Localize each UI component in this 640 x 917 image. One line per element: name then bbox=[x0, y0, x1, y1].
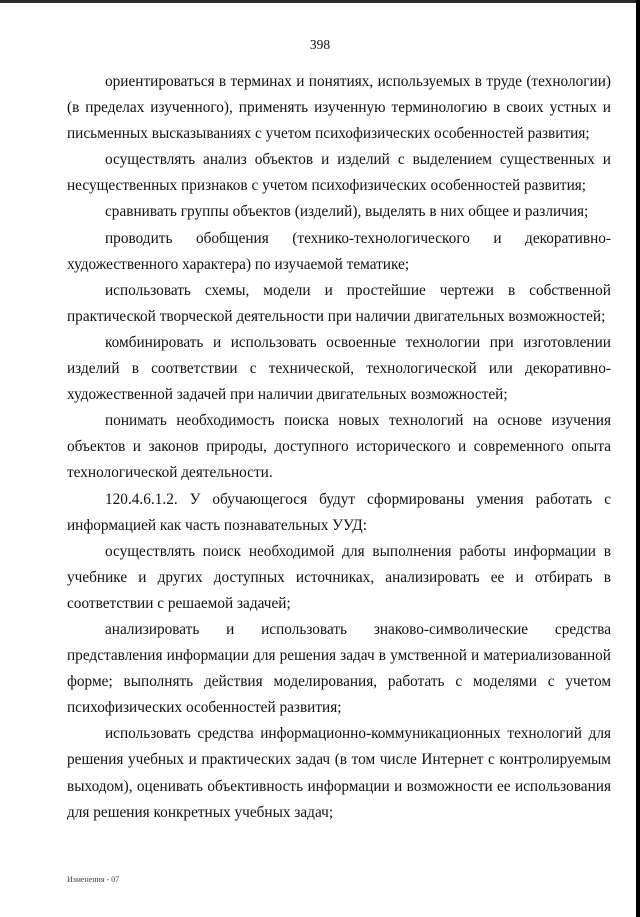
paragraph: комбинировать и использовать освоенные технологии при изготовлении изделий в соответствии с технической, технологической или декоративно-художественной задачей при наличии двигательных возможностей; bbox=[67, 333, 611, 404]
paragraph: сравнивать группы объектов (изделий), выделять в них общее и различия; bbox=[105, 203, 589, 221]
paragraph: использовать средства информационно-коммуникационных технологий для решения учебных и практических задач (в том числе Интернет с контролируемым выходом), оценивать объективность информации и возможности ее использования для решения конкретных учебных задач; bbox=[67, 725, 611, 821]
body-text bbox=[67, 69, 611, 826]
footer-note: Изменения - 07 bbox=[67, 875, 120, 884]
paragraph: осуществлять поиск необходимой для выполнения работы информации в учебнике и других доступных источниках, анализировать ее и отбирать в соответствии с решаемой задачей; bbox=[67, 542, 611, 612]
page-number: 398 bbox=[309, 37, 331, 52]
paragraph: проводить обобщения (технико-технологического и декоративно-художественного характера) по изучаемой тематике; bbox=[67, 229, 611, 273]
paragraph: осуществлять анализ объектов и изделий с выделением существенных и несущественных признаков с учетом психофизических особенностей развития; bbox=[67, 151, 611, 195]
section-heading-paragraph: 120.4.6.1.2. У обучающегося будут сформированы умения работать с информацией как часть познавательных УУД: bbox=[67, 490, 611, 534]
paragraph: ориентироваться в терминах и понятиях, используемых в труде (технологии) (в пределах изученного), применять изученную терминологию в своих устных и письменных высказываниях с учетом психофизических особенностей развития; bbox=[67, 73, 611, 143]
paragraph: понимать необходимость поиска новых технологий на основе изучения объектов и законов природы, доступного исторического и современного опыта технологической деятельности. bbox=[67, 412, 611, 482]
paragraph: анализировать и использовать знаково-символические средства представления информации для решения задач в умственной и материализованной форме; выполнять действия моделирования, работать с моделями с учетом психофизических особенностей развития; bbox=[67, 620, 611, 717]
scan-top-edge bbox=[0, 0, 640, 3]
scan-right-edge bbox=[636, 0, 640, 917]
paragraph: использовать схемы, модели и простейшие чертежи в собственной практической творческой деятельности при наличии двигательных возможностей; bbox=[67, 281, 611, 325]
